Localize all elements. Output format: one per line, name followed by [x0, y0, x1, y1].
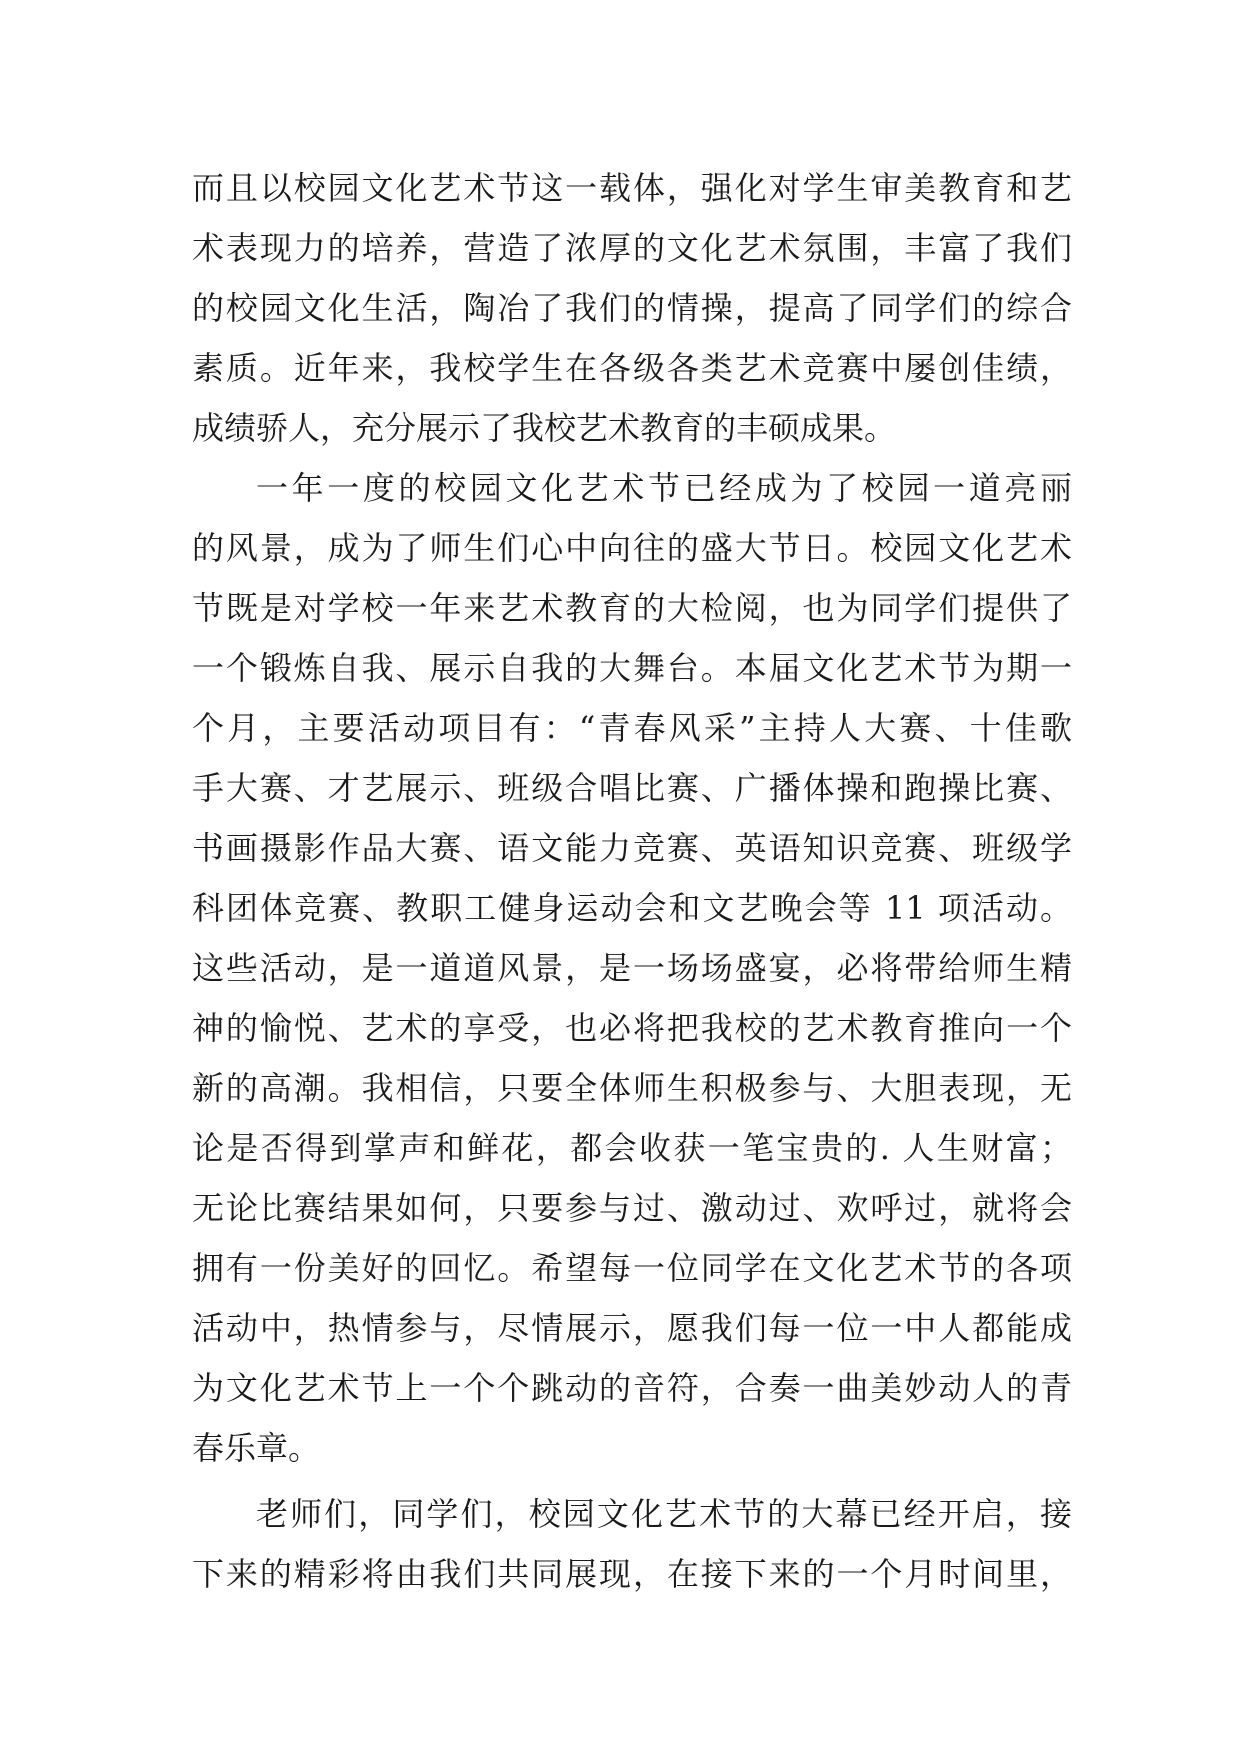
- text-line: 论是否得到掌声和鲜花，都会收获一笔宝贵的. 人生财富；: [192, 1129, 1072, 1167]
- text-line: 活动中，热情参与，尽情展示，愿我们每一位一中人都能成: [192, 1309, 1072, 1347]
- paragraph-2: [192, 458, 1072, 1478]
- text-line: 素质。近年来，我校学生在各级各类艺术竞赛中屡创佳绩，: [192, 349, 1072, 387]
- text-line: 书画摄影作品大赛、语文能力竞赛、英语知识竞赛、班级学: [192, 829, 1072, 867]
- text-line: 春乐章。: [192, 1429, 321, 1467]
- text-line: 科团体竞赛、教职工健身运动会和文艺晚会等 11 项活动。: [192, 889, 1072, 927]
- paragraph-3: [192, 1484, 1072, 1604]
- text-line: 一个锻炼自我、展示自我的大舞台。本届文化艺术节为期一: [192, 649, 1072, 687]
- text-line: 拥有一份美好的回忆。希望每一位同学在文化艺术节的各项: [192, 1249, 1072, 1287]
- text-line: 一年一度的校园文化艺术节已经成为了校园一道亮丽: [256, 469, 1072, 507]
- text-line: 而且以校园文化艺术节这一载体，强化对学生审美教育和艺: [192, 169, 1072, 207]
- text-line: 下来的精彩将由我们共同展现，在接下来的一个月时间里，: [192, 1555, 1072, 1593]
- text-line: 新的高潮。我相信，只要全体师生积极参与、大胆表现，无: [192, 1069, 1072, 1107]
- text-line: 为文化艺术节上一个个跳动的音符，合奏一曲美妙动人的青: [192, 1369, 1072, 1407]
- text-line: 个月，主要活动项目有：“青春风采”主持人大赛、十佳歌: [192, 709, 1072, 747]
- text-line: 术表现力的培养，营造了浓厚的文化艺术氛围，丰富了我们: [192, 229, 1072, 267]
- paragraph-1: [192, 158, 1072, 458]
- text-line: 的校园文化生活，陶冶了我们的情操，提高了同学们的综合: [192, 289, 1072, 327]
- text-line: 神的愉悦、艺术的享受，也必将把我校的艺术教育推向一个: [192, 1009, 1072, 1047]
- text-line: 老师们，同学们，校园文化艺术节的大幕已经开启，接: [256, 1495, 1072, 1533]
- text-line: 成绩骄人，充分展示了我校艺术教育的丰硕成果。: [192, 409, 897, 447]
- body-text: [192, 158, 1072, 1604]
- text-line: 手大赛、才艺展示、班级合唱比赛、广播体操和跑操比赛、: [192, 769, 1072, 807]
- text-line: 节既是对学校一年来艺术教育的大检阅，也为同学们提供了: [192, 589, 1072, 627]
- text-line: 的风景，成为了师生们心中向往的盛大节日。校园文化艺术: [192, 529, 1072, 567]
- text-line: 这些活动，是一道道风景，是一场场盛宴，必将带给师生精: [192, 949, 1072, 987]
- text-line: 无论比赛结果如何，只要参与过、激动过、欢呼过，就将会: [192, 1189, 1072, 1227]
